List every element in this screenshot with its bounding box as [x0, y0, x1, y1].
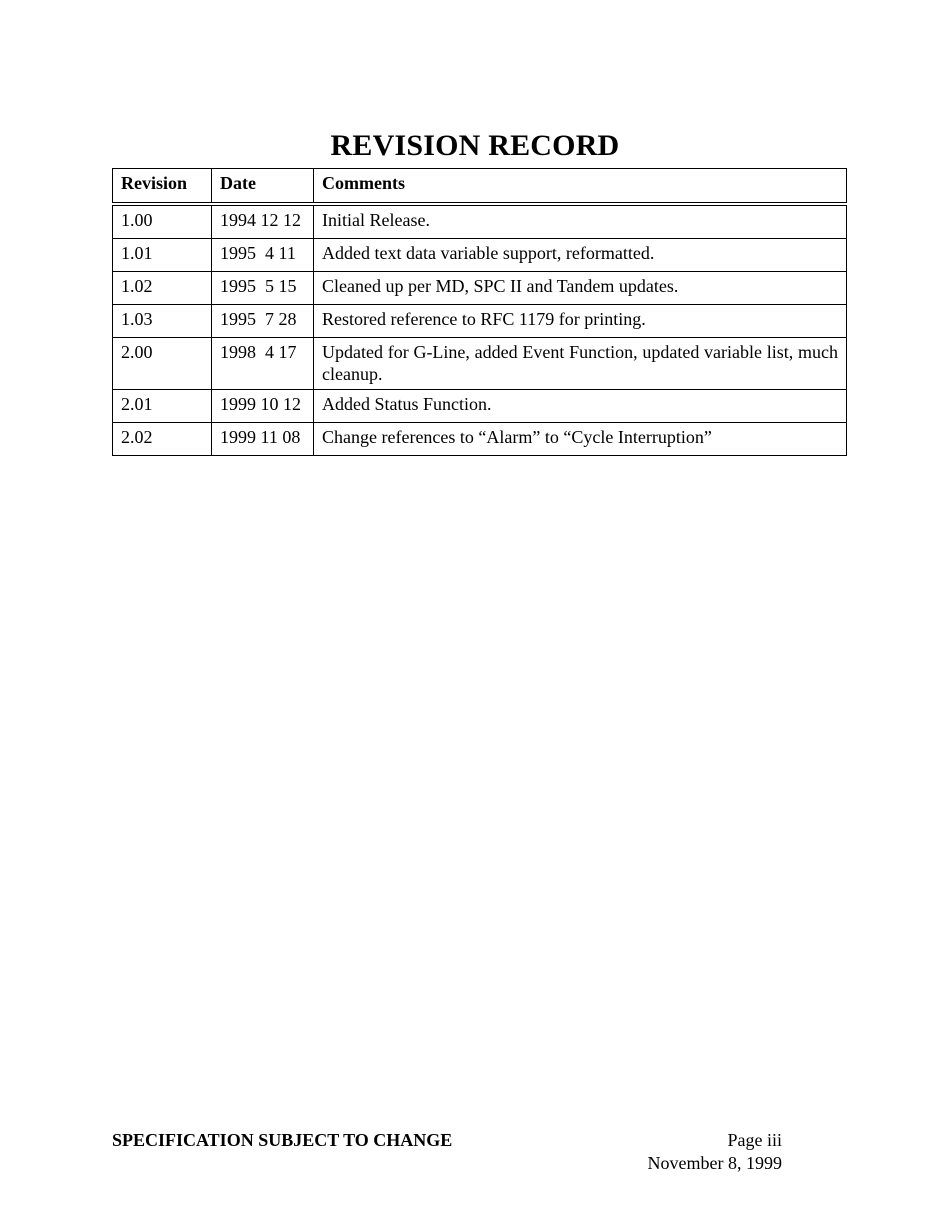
revision-table — [112, 168, 847, 456]
table-row — [113, 272, 847, 305]
footer-date: November 8, 1999 — [647, 1153, 782, 1173]
comments-cell: Restored reference to RFC 1179 for printing. — [314, 305, 847, 338]
comments-cell: Updated for G-Line, added Event Function, updated variable list, much cleanup. — [314, 338, 847, 390]
revision-cell: 2.01 — [113, 390, 212, 423]
footer-page-info — [648, 1129, 782, 1175]
revision-cell: 1.03 — [113, 305, 212, 338]
revision-cell: 2.02 — [113, 423, 212, 456]
column-header-comments: Comments — [314, 169, 847, 205]
revision-cell: 1.02 — [113, 272, 212, 305]
table-row — [113, 305, 847, 338]
comments-cell: Change references to “Alarm” to “Cycle Interruption” — [314, 423, 847, 456]
revision-cell: 1.00 — [113, 204, 212, 239]
date-cell: 1998 4 17 — [212, 338, 314, 390]
comments-cell: Added text data variable support, reformatted. — [314, 239, 847, 272]
revision-cell: 1.01 — [113, 239, 212, 272]
date-cell: 1994 12 12 — [212, 204, 314, 239]
footer-notice: SPECIFICATION SUBJECT TO CHANGE — [112, 1130, 453, 1150]
date-cell: 1995 5 15 — [212, 272, 314, 305]
page-number: Page iii — [727, 1130, 782, 1150]
table-row — [113, 423, 847, 456]
page-title: REVISION RECORD — [330, 129, 620, 162]
table-header-row — [113, 169, 847, 205]
revision-cell: 2.00 — [113, 338, 212, 390]
comments-cell: Cleaned up per MD, SPC II and Tandem updates. — [314, 272, 847, 305]
column-header-date: Date — [212, 169, 314, 205]
comments-cell: Added Status Function. — [314, 390, 847, 423]
date-cell: 1999 10 12 — [212, 390, 314, 423]
table-row — [113, 204, 847, 239]
date-cell: 1999 11 08 — [212, 423, 314, 456]
table-row — [113, 338, 847, 390]
date-cell: 1995 4 11 — [212, 239, 314, 272]
table-row — [113, 239, 847, 272]
table-row — [113, 390, 847, 423]
date-cell: 1995 7 28 — [212, 305, 314, 338]
comments-cell: Initial Release. — [314, 204, 847, 239]
column-header-revision: Revision — [113, 169, 212, 205]
